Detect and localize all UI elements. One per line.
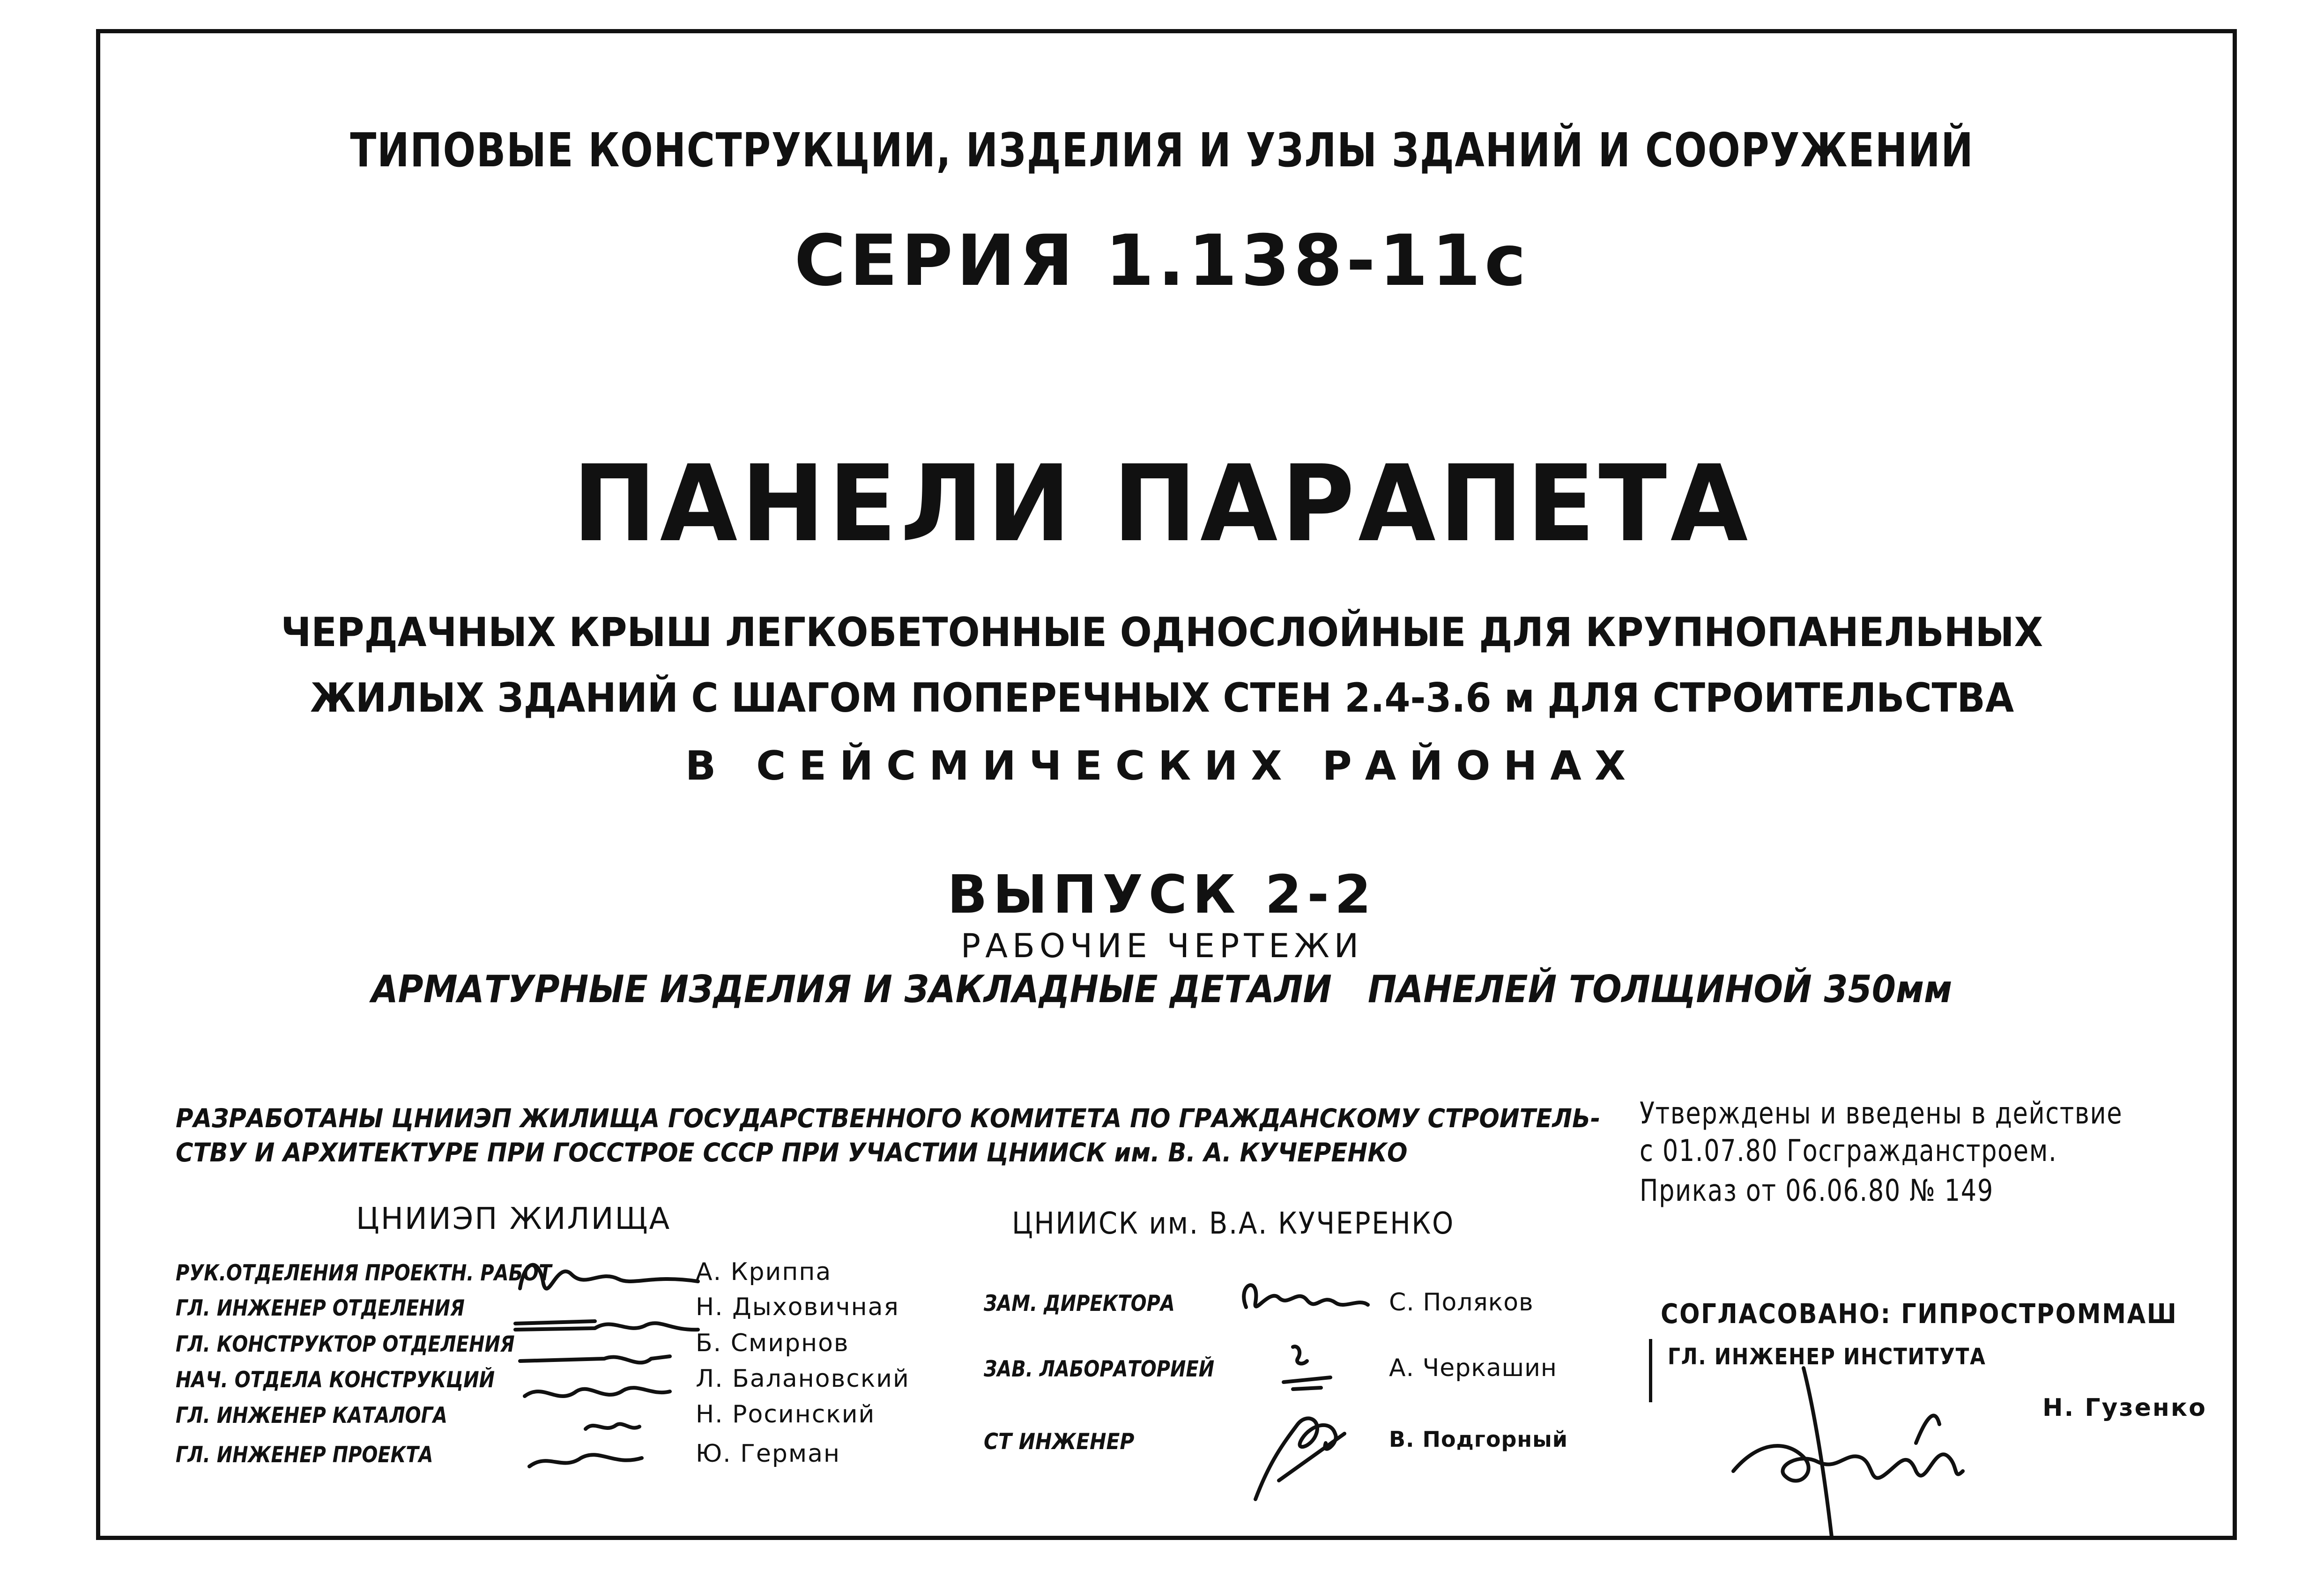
mid-name-2: А. Черкашин	[1389, 1354, 1557, 1382]
approved-line-1: Утверждены и введены в действие	[1640, 1096, 2123, 1131]
signatory-name-1: А. Криппа	[696, 1258, 832, 1286]
main-title: ПАНЕЛИ ПАРАПЕТА	[572, 443, 1752, 565]
agreed-role: ГЛ. ИНЖЕНЕР ИНСТИТУТА	[1668, 1344, 1986, 1370]
signatory-role-3: ГЛ. КОНСТРУКТОР ОТДЕЛЕНИЯ	[176, 1332, 515, 1357]
signatory-role-2: ГЛ. ИНЖЕНЕР ОТДЕЛЕНИЯ	[176, 1295, 465, 1321]
signatures-middle	[1227, 1265, 1382, 1509]
subtitle-line-2: ЖИЛЫХ ЗДАНИЙ С ШАГОМ ПОПЕРЕЧНЫХ СТЕН 2.4-3.6 м ДЛЯ СТРОИТЕЛЬСТВА	[310, 675, 2014, 722]
mid-name-1: С. Поляков	[1389, 1288, 1534, 1317]
issue-number: ВЫПУСК 2-2	[947, 864, 1377, 925]
mid-role-1: ЗАМ. ДИРЕКТОРА	[984, 1291, 1175, 1317]
developed-line-2: СТВУ И АРХИТЕКТУРЕ ПРИ ГОССТРОЕ СССР ПРИ УЧАСТИИ ЦНИИСК им. В. А. КУЧЕРЕНКО	[176, 1138, 1408, 1168]
issue-type: РАБОЧИЕ ЧЕРТЕЖИ	[960, 927, 1364, 965]
signatures-left	[511, 1242, 712, 1476]
signatory-name-3: Б. Смирнов	[696, 1329, 849, 1357]
org-mid-name: ЦНИИСК им. В.А. КУЧЕРЕНКО	[1012, 1206, 1455, 1241]
signatory-name-4: Л. Балановский	[696, 1365, 910, 1393]
signatory-name-6: Ю. Герман	[696, 1440, 841, 1468]
mid-role-3: СТ ИНЖЕНЕР	[984, 1429, 1135, 1455]
signatory-name-2: Н. Дыховичная	[696, 1293, 899, 1321]
signatory-role-4: НАЧ. ОТДЕЛА КОНСТРУКЦИЙ	[176, 1367, 495, 1393]
developed-line-1: РАЗРАБОТАНЫ ЦНИИЭП ЖИЛИЩА ГОСУДАРСТВЕННОГО КОМИТЕТА ПО ГРАЖДАНСКОМУ СТРОИТЕЛЬ-	[176, 1103, 1601, 1133]
subtitle-line-3: В СЕЙСМИЧЕСКИХ РАЙОНАХ	[685, 743, 1639, 789]
issue-content: АРМАТУРНЫЕ ИЗДЕЛИЯ И ЗАКЛАДНЫЕ ДЕТАЛИ ПАНЕЛЕЙ ТОЛЩИНОЙ 350мм	[371, 967, 1953, 1011]
org-left-name: ЦНИИЭП ЖИЛИЩА	[356, 1202, 671, 1236]
mid-role-2: ЗАВ. ЛАБОРАТОРИЕЙ	[984, 1356, 1215, 1382]
series-number: СЕРИЯ 1.138-11с	[794, 220, 1530, 302]
signatory-role-1: РУК.ОТДЕЛЕНИЯ ПРОЕКТН. РАБОТ	[176, 1260, 552, 1286]
signature-right	[1729, 1349, 1972, 1546]
agreed-label: СОГЛАСОВАНО: ГИПРОСТРОММАШ	[1661, 1298, 2178, 1330]
approved-line-3: Приказ от 06.06.80 № 149	[1640, 1174, 1994, 1208]
signatory-role-6: ГЛ. ИНЖЕНЕР ПРОЕКТА	[176, 1442, 433, 1468]
collection-title: ТИПОВЫЕ КОНСТРУКЦИИ, ИЗДЕЛИЯ И УЗЛЫ ЗДАНИЙ И СООРУЖЕНИЙ	[350, 123, 1974, 178]
approved-line-2: с 01.07.80 Госгражданстроем.	[1640, 1134, 2057, 1168]
mid-name-3: В. Подгорный	[1389, 1427, 1568, 1452]
signatory-role-5: ГЛ. ИНЖЕНЕР КАТАЛОГА	[176, 1403, 447, 1428]
signatory-name-5: Н. Росинский	[696, 1400, 876, 1428]
subtitle-line-1: ЧЕРДАЧНЫХ КРЫШ ЛЕГКОБЕТОННЫЕ ОДНОСЛОЙНЫЕ ДЛЯ КРУПНОПАНЕЛЬНЫХ	[281, 609, 2043, 656]
agreed-vertical-rule	[1649, 1339, 1652, 1402]
agreed-name: Н. Гузенко	[2042, 1394, 2207, 1422]
